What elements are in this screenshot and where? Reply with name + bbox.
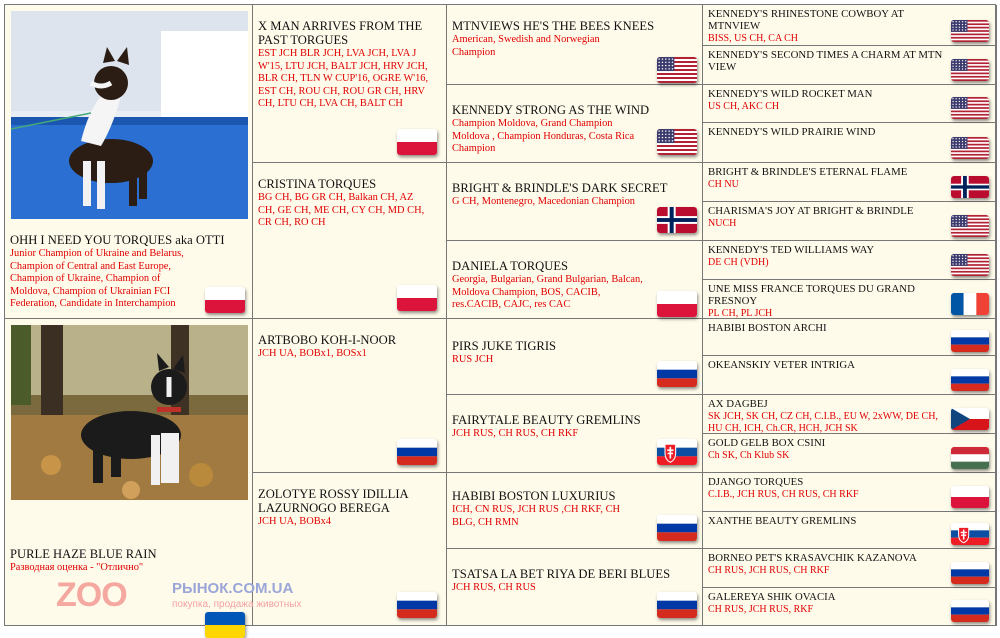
dog-titles: US CH, AKC CH <box>708 101 780 112</box>
dog-entry-text <box>258 177 430 230</box>
russia-flag-icon <box>951 600 989 622</box>
dog-titles: SK JCH, SK CH, CZ CH, C.I.B., EU W, 2xWW, DE CH, HU CH, ICH, Ch.CR, HCH, JCH SK <box>708 411 938 434</box>
dog-entry <box>447 85 703 163</box>
dog-entry <box>447 163 703 241</box>
dog-titles: JCH RUS, CH RUS <box>452 582 536 593</box>
dog-titles: C.I.B., JCH RUS, CH RUS, CH RKF <box>708 489 859 500</box>
russia-flag-icon <box>657 515 697 541</box>
dog-titles: Разводная оценка - "Отлично" <box>10 562 144 573</box>
dog-entry <box>447 549 703 626</box>
russia-flag-icon <box>397 592 437 618</box>
dog-entry <box>703 241 997 280</box>
usa-flag-icon <box>951 20 989 42</box>
dog-titles: CH NU <box>708 179 739 190</box>
usa-flag-icon <box>951 137 989 159</box>
dog-entry <box>703 434 997 473</box>
dog-titles: Ch SK, Ch Klub SK <box>708 450 790 461</box>
dog-name: KENNEDY'S RHINESTONE COWBOY AT MTNVIEW <box>708 8 904 32</box>
dog-name: GALEREYA SHIK OVACIA <box>708 591 836 603</box>
dog-name: HABIBI BOSTON ARCHI <box>708 322 827 334</box>
dog-entry <box>447 241 703 319</box>
dog-name: KENNEDY STRONG AS THE WIND <box>452 103 650 117</box>
dog-name: KENNEDY'S WILD PRAIRIE WIND <box>708 126 876 138</box>
dog-name: MTNVIEWS HE'S THE BEES KNEES <box>452 19 655 33</box>
russia-flag-icon <box>657 592 697 618</box>
dog-name: PIRS JUKE TIGRIS <box>452 339 557 353</box>
dog-titles: JCH RUS, CH RUS, CH RKF <box>452 428 579 439</box>
watermark <box>56 576 316 620</box>
dog-name: DJANGO TORQUES <box>708 476 804 488</box>
dog-titles: ICH, CN RUS, JCH RUS ,CH RKF, CH BLG, CH RMN <box>452 504 621 528</box>
slovakia-flag-icon <box>951 523 989 545</box>
dog-name: HABIBI BOSTON LUXURIUS <box>452 489 616 503</box>
dog-name: ARTBOBO KOH-I-NOOR <box>258 333 397 347</box>
dog-entry-text <box>258 333 430 361</box>
dog-name: CHARISMA'S JOY AT BRIGHT & BRINDLE <box>708 205 914 217</box>
dog-name: X MAN ARRIVES FROM THE PAST TORGUES <box>258 19 423 47</box>
poland-flag-icon <box>397 285 437 311</box>
usa-flag-icon <box>951 254 989 276</box>
dog-entry <box>703 5 997 46</box>
dog-entry-text <box>708 205 990 230</box>
dog-name: DANIELA TORQUES <box>452 259 569 273</box>
dog-entry <box>703 280 997 319</box>
dog-entry <box>703 588 997 626</box>
dog-name: UNE MISS FRANCE TORQUES DU GRAND FRESNOY <box>708 283 915 307</box>
dog-entry <box>703 163 997 202</box>
dog-name: KENNEDY'S WILD ROCKET MAN <box>708 88 873 100</box>
dog-entry-text <box>708 552 990 577</box>
usa-flag-icon <box>657 129 697 155</box>
dog-name: FAIRYTALE BEAUTY GREMLINS <box>452 413 641 427</box>
poland-flag-icon <box>657 291 697 317</box>
dog-titles: NUCH <box>708 218 737 229</box>
dog-entry-text <box>708 476 990 501</box>
dog-titles: RUS JCH <box>452 354 494 365</box>
dog-name: XANTHE BEAUTY GREMLINS <box>708 515 857 527</box>
norway-flag-icon <box>657 207 697 233</box>
dog-titles: DE CH (VDH) <box>708 257 769 268</box>
dog-name: BRIGHT & BRINDLE'S ETERNAL FLAME <box>708 166 908 178</box>
dog-entry <box>447 5 703 85</box>
dog-name: KENNEDY'S SECOND TIMES A CHARM AT MTN VIEW <box>708 49 943 73</box>
usa-flag-icon <box>951 97 989 119</box>
dog-titles: BISS, US CH, CA CH <box>708 33 799 44</box>
dog-entry-text <box>10 547 242 575</box>
dog-entry-text <box>708 244 990 269</box>
dog-entry <box>253 163 447 319</box>
watermark-tagline: покупка, продажа животных <box>172 599 302 610</box>
dog-entry <box>447 395 703 473</box>
dog-name: KENNEDY'S TED WILLIAMS WAY <box>708 244 875 256</box>
dog-photo <box>11 11 248 219</box>
dog-titles: CH RUS, JCH RUS, CH RKF <box>708 565 830 576</box>
dog-photo <box>11 325 248 500</box>
dog-name: AX DAGBEJ <box>708 398 768 410</box>
dog-titles: PL CH, PL JCH <box>708 308 773 319</box>
dog-name: BORNEO PET'S KRASAVCHIK KAZANOVA <box>708 552 917 564</box>
dog-name: ZOLOTYE ROSSY IDILLIA LAZURNOGO BEREGA <box>258 487 408 515</box>
dog-entry <box>703 512 997 549</box>
dog-entry-text <box>708 49 990 74</box>
poland-flag-icon <box>397 129 437 155</box>
dog-name: BRIGHT & BRINDLE'S DARK SECRET <box>452 181 668 195</box>
watermark-site: РЫНОК.COM.UA <box>172 580 294 597</box>
dog-entry-text <box>708 283 990 320</box>
usa-flag-icon <box>951 59 989 81</box>
dog-entry-text <box>708 322 990 335</box>
dog-entry <box>703 85 997 123</box>
slovakia-flag-icon <box>657 439 697 465</box>
dog-titles: Junior Champion of Ukraine and Belarus, Champion of Central and East Europe, Champion of Ukraine, Champion of Moldova, Champion of Ukrainian FCI Federation, Candidate in Interchampion <box>10 248 184 310</box>
hungary-flag-icon <box>951 447 989 469</box>
dog-entry <box>703 46 997 85</box>
norway-flag-icon <box>951 176 989 198</box>
czech-flag-icon <box>951 408 989 430</box>
dog-name: OKEANSKIY VETER INTRIGA <box>708 359 855 371</box>
dog-entry-text <box>452 19 694 59</box>
dog-entry <box>703 549 997 588</box>
dog-titles: American, Swedish and Norwegian Champion <box>452 34 600 58</box>
dog-entry <box>703 202 997 241</box>
russia-flag-icon <box>657 361 697 387</box>
pedigree-table <box>4 4 996 626</box>
dog-entry <box>447 473 703 549</box>
dog-entry-text <box>452 413 694 441</box>
watermark-logo: ZOO <box>56 576 127 614</box>
dog-entry-text <box>708 8 990 45</box>
dog-entry <box>703 319 997 356</box>
dog-entry-text <box>708 359 990 372</box>
dog-titles: BG CH, BG GR CH, Balkan CH, AZ CH, GE CH, ME CH, CY CH, MD CH, CR CH, RO CH <box>258 192 425 229</box>
dog-entry-text <box>452 567 694 595</box>
dog-entry <box>447 319 703 395</box>
france-flag-icon <box>951 293 989 315</box>
dog-entry-text <box>708 398 990 435</box>
dog-entry <box>703 473 997 512</box>
dog-entry <box>253 5 447 163</box>
russia-flag-icon <box>951 562 989 584</box>
dog-entry-text <box>258 19 430 111</box>
dog-name: TSATSA LA BET RIYA DE BERI BLUES <box>452 567 671 581</box>
dog-entry <box>253 319 447 473</box>
dog-titles: JCH UA, BOBx4 <box>258 516 332 527</box>
dog-entry <box>703 123 997 163</box>
poland-flag-icon <box>205 287 245 313</box>
poland-flag-icon <box>951 486 989 508</box>
dog-entry-text <box>258 487 430 529</box>
dog-entry-text <box>708 126 990 139</box>
dog-entry-text <box>708 591 990 616</box>
dog-titles: Georgia, Bulgarian, Grand Bulgarian, Balcan, Moldova Champion, BOS, CACIB, res.CACIB, CAJC, res CAC <box>452 274 643 311</box>
dog-entry <box>703 395 997 434</box>
dog-titles: EST JCH BLR JCH, LVA JCH, LVA J W'15, LTU JCH, BALT JCH, HRV JCH, BLR CH, TLN W CUP'16, OGRE W'16, EST CH, ROU CH, ROU GR CH, HRV CH, LTU CH, LVA CH, BALT CH <box>258 48 429 110</box>
dog-entry-text <box>708 88 990 113</box>
dog-name: PURLE HAZE BLUE RAIN <box>10 547 157 561</box>
dog-name: GOLD GELB BOX CSINI <box>708 437 826 449</box>
dog-titles: JCH UA, BOBx1, BOSx1 <box>258 348 367 359</box>
dog-entry-text <box>708 166 990 191</box>
russia-flag-icon <box>951 330 989 352</box>
dog-entry-text <box>708 515 990 528</box>
dog-titles: Champion Moldova, Grand Champion Moldova , Champion Honduras, Costa Rica Champion <box>452 118 635 155</box>
dog-entry-text <box>452 181 694 209</box>
usa-flag-icon <box>951 215 989 237</box>
dog-titles: G CH, Montenegro, Macedonian Champion <box>452 196 635 207</box>
russia-flag-icon <box>951 369 989 391</box>
dog-entry <box>703 356 997 395</box>
russia-flag-icon <box>397 439 437 465</box>
dog-name: OHH I NEED YOU TORQUES aka OTTI <box>10 233 225 247</box>
dog-titles: CH RUS, JCH RUS, RKF <box>708 604 814 615</box>
dog-name: CRISTINA TORQUES <box>258 177 377 191</box>
usa-flag-icon <box>657 57 697 83</box>
dog-entry-text <box>708 437 990 462</box>
